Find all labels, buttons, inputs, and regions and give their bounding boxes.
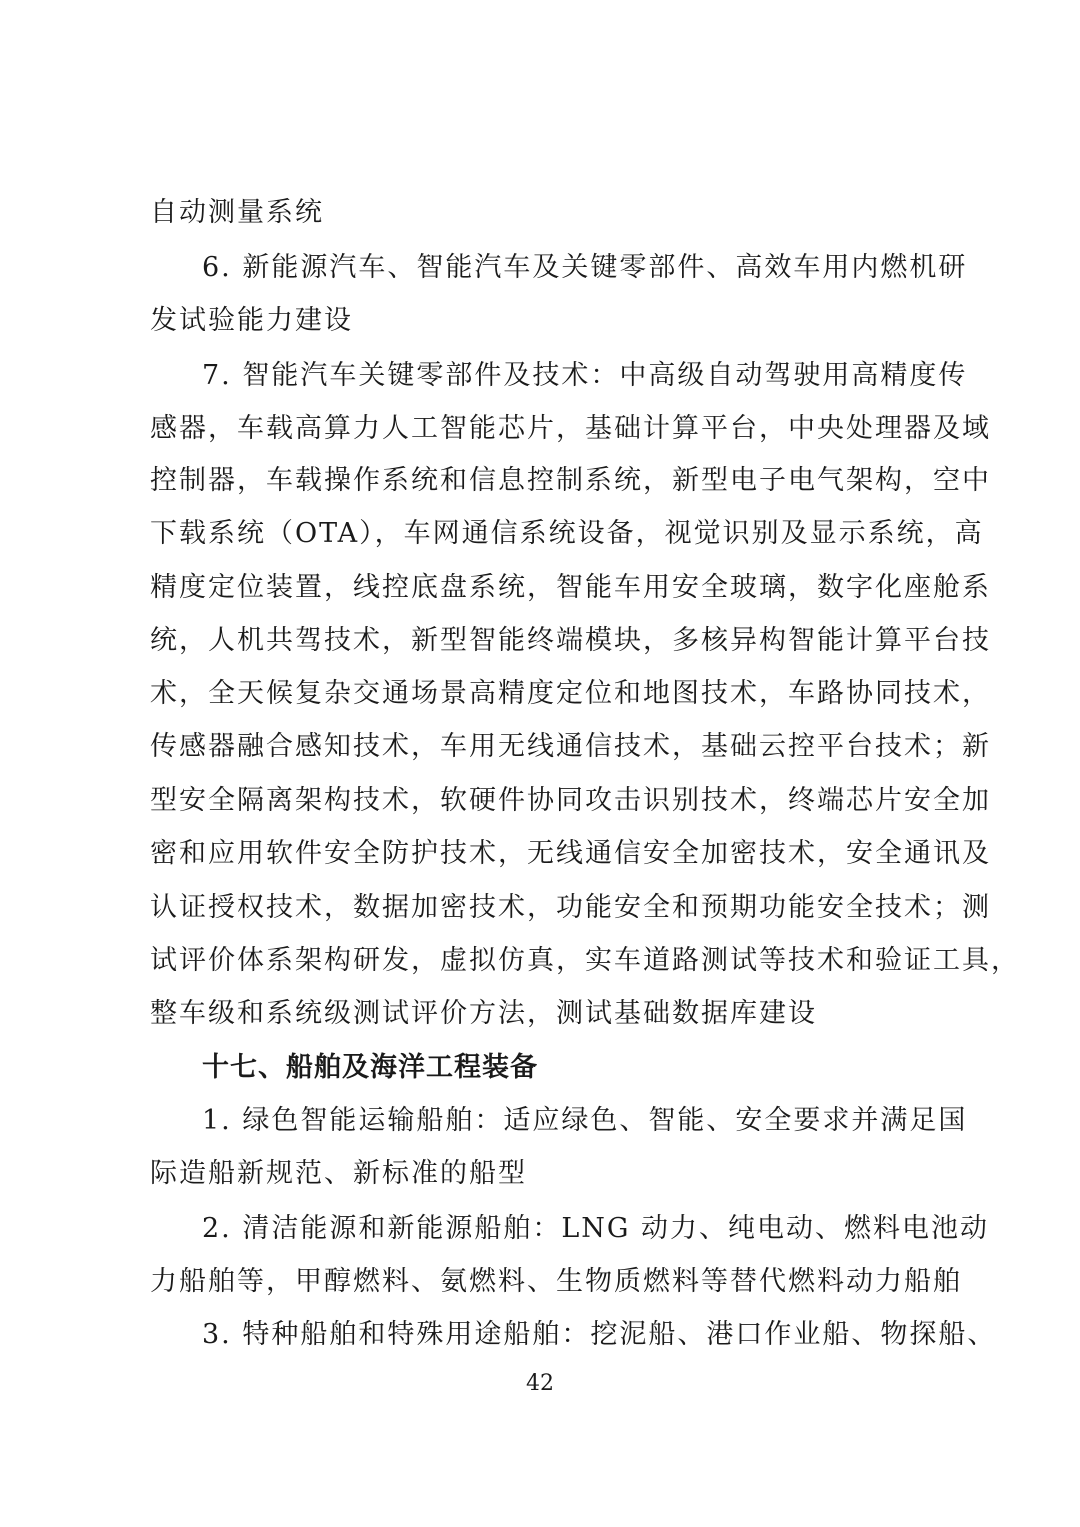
- text-line: 术，全天候复杂交通场景高精度定位和地图技术，车路协同技术，: [150, 678, 991, 709]
- text-line: 发试验能力建设: [150, 305, 353, 336]
- text-line: 整车级和系统级测试评价方法，测试基础数据库建设: [150, 998, 817, 1029]
- text-line: 认证授权技术，数据加密技术，功能安全和预期功能安全技术；测: [150, 892, 991, 923]
- text-line: 2. 清洁能源和新能源船舶：LNG 动力、纯电动、燃料电池动: [202, 1213, 990, 1244]
- text-line: 统，人机共驾技术，新型智能终端模块，多核异构智能计算平台技: [150, 625, 991, 656]
- text-line: 传感器融合感知技术，车用无线通信技术，基础云控平台技术；新: [150, 731, 991, 762]
- text-line: 试评价体系架构研发，虚拟仿真，实车道路测试等技术和验证工具，: [150, 945, 1020, 976]
- text-line: 1. 绿色智能运输船舶：适应绿色、智能、安全要求并满足国: [202, 1105, 968, 1136]
- text-line: 7. 智能汽车关键零部件及技术：中高级自动驾驶用高精度传: [202, 360, 968, 391]
- text-line: 下载系统（OTA），车网通信系统设备，视觉识别及显示系统，高: [150, 518, 984, 549]
- text-line: 自动测量系统: [150, 197, 324, 228]
- text-line: 控制器，车载操作系统和信息控制系统，新型电子电气架构，空中: [150, 465, 991, 496]
- text-line: 型安全隔离架构技术，软硬件协同攻击识别技术，终端芯片安全加: [150, 785, 991, 816]
- page-number: 42: [526, 1371, 554, 1396]
- section-heading: 十七、船舶及海洋工程装备: [202, 1052, 538, 1083]
- text-line: 际造船新规范、新标准的船型: [150, 1158, 527, 1189]
- text-line: 密和应用软件安全防护技术，无线通信安全加密技术，安全通讯及: [150, 838, 991, 869]
- text-line: 3. 特种船舶和特殊用途船舶：挖泥船、港口作业船、物探船、: [202, 1319, 997, 1350]
- text-line: 力船舶等，甲醇燃料、氨燃料、生物质燃料等替代燃料动力船舶: [150, 1266, 962, 1297]
- text-line: 感器，车载高算力人工智能芯片，基础计算平台，中央处理器及域: [150, 413, 991, 444]
- text-line: 精度定位装置，线控底盘系统，智能车用安全玻璃，数字化座舱系: [150, 572, 991, 603]
- text-line: 6. 新能源汽车、智能汽车及关键零部件、高效车用内燃机研: [202, 252, 968, 283]
